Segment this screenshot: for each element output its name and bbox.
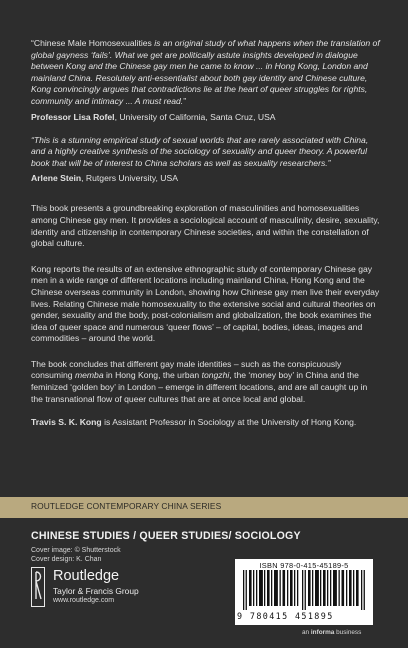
isbn-number: ISBN 978-0-415-45189-5 (259, 561, 349, 570)
series-title: ROUTLEDGE CONTEMPORARY CHINA SERIES (31, 501, 222, 511)
quote-1-open: “Chinese Male Homosexualities (31, 38, 155, 48)
routledge-logo-mark-svg (32, 568, 44, 606)
series-band (0, 497, 408, 518)
reviewer-name-1: Professor Lisa Rofel (31, 111, 115, 122)
author-name: Travis S. K. Kong (31, 417, 102, 428)
cover-design-credit: Cover design: K. Chan (31, 556, 102, 563)
informa-prefix: an (302, 629, 311, 636)
cover-credits (31, 546, 121, 564)
quote-1-close: ” (183, 95, 187, 106)
cover-text-area (31, 38, 381, 428)
term-memba: memba (74, 370, 104, 381)
para3-part-b: in Hong Kong, the urban (103, 370, 202, 381)
cover-image-credit: Cover image: © Shutterstock (31, 547, 121, 554)
informa-suffix: business (334, 629, 362, 636)
reviewer-affiliation-1: , University of California, Santa Cruz, USA (114, 111, 276, 122)
author-bio-text: is Assistant Professor in Sociology at the University of Hong Kong. (101, 417, 357, 428)
informa-brand: informa (310, 629, 335, 636)
review-quote-1 (31, 38, 381, 108)
barcode-icon (243, 570, 365, 610)
informa-business-tag (302, 629, 361, 636)
quote-2-body: “This is a stunning empirical study of sexual worlds that are rarely associated with China, and a highly creative synthesis of the sociology of sexuality and queer theory. A powerful book that will be of interest to China scholars as well as sexuality researchers.” (31, 134, 369, 168)
barcode-digits: 9 780415 451895 (237, 611, 334, 621)
review-quote-2 (31, 135, 381, 170)
review-attribution-1 (31, 112, 381, 123)
review-attribution-2 (31, 173, 381, 184)
routledge-logo-icon (31, 567, 45, 607)
publisher-group: Taylor & Francis Group (53, 586, 139, 596)
para3-part-a: The book concludes that different gay male identities – such as the conspicuously consuming (31, 358, 342, 381)
blurb-paragraph-2: Kong reports the results of an extensive ethnographic study of contemporary Chinese gay men in a wide range of different locations including mainland China, Hong Kong and the Chinese overseas community in London, showing how Chinese gay men live their everyday lives. Relating Chinese male homosexuality to the extensive social and cultural theories on gender, sexuality and the body, post-colonialism and globalization, the book examines the idea of queer space and numerous ‘queer flows’ – of capital, bodies, ideas, images and commodities – around the world. (31, 263, 380, 344)
author-bio (31, 417, 381, 428)
para3-part-c: , the ‘money boy’ in China and the feminized ‘golden boy’ in London – emerge in different locations, and are all caught up in the transnational flow of queer cultures that are at once local and global. (31, 370, 368, 404)
blurb-paragraph-3 (31, 359, 381, 405)
publisher-url: www.routledge.com (53, 597, 115, 604)
publisher-logo (31, 567, 191, 617)
term-tongzhi: tongzhi (201, 370, 230, 381)
publisher-name: Routledge (53, 568, 120, 584)
quote-1-body: is an original study of what happens when the translation of global gayness ‘fails’. What we get are politically astute insights developed in dialogue between Kong and the Chinese gay men he came to know ... in Hong Kong, London and mainland China. Resolutely anti-essentialist about both gay identity and Chinese culture, Kong convincingly argues that contradictions lie at the heart of queer struggles for rights, community and intimacy ... A must read. (31, 38, 380, 106)
blurb-paragraph-1: This book presents a groundbreaking exploration of masculinities and homosexualities among Chinese gay men. It provides a sociological account of masculinity, desire, sexuality, identity and citizenship in contemporary Chinese societies, and within the constellation of global culture. (31, 203, 380, 249)
reviewer-name-2: Arlene Stein (31, 173, 82, 184)
reviewer-affiliation-2: , Rutgers University, USA (81, 173, 178, 184)
isbn-barcode-box (235, 559, 373, 625)
subject-categories: CHINESE STUDIES / QUEER STUDIES/ SOCIOLOGY (31, 530, 301, 542)
